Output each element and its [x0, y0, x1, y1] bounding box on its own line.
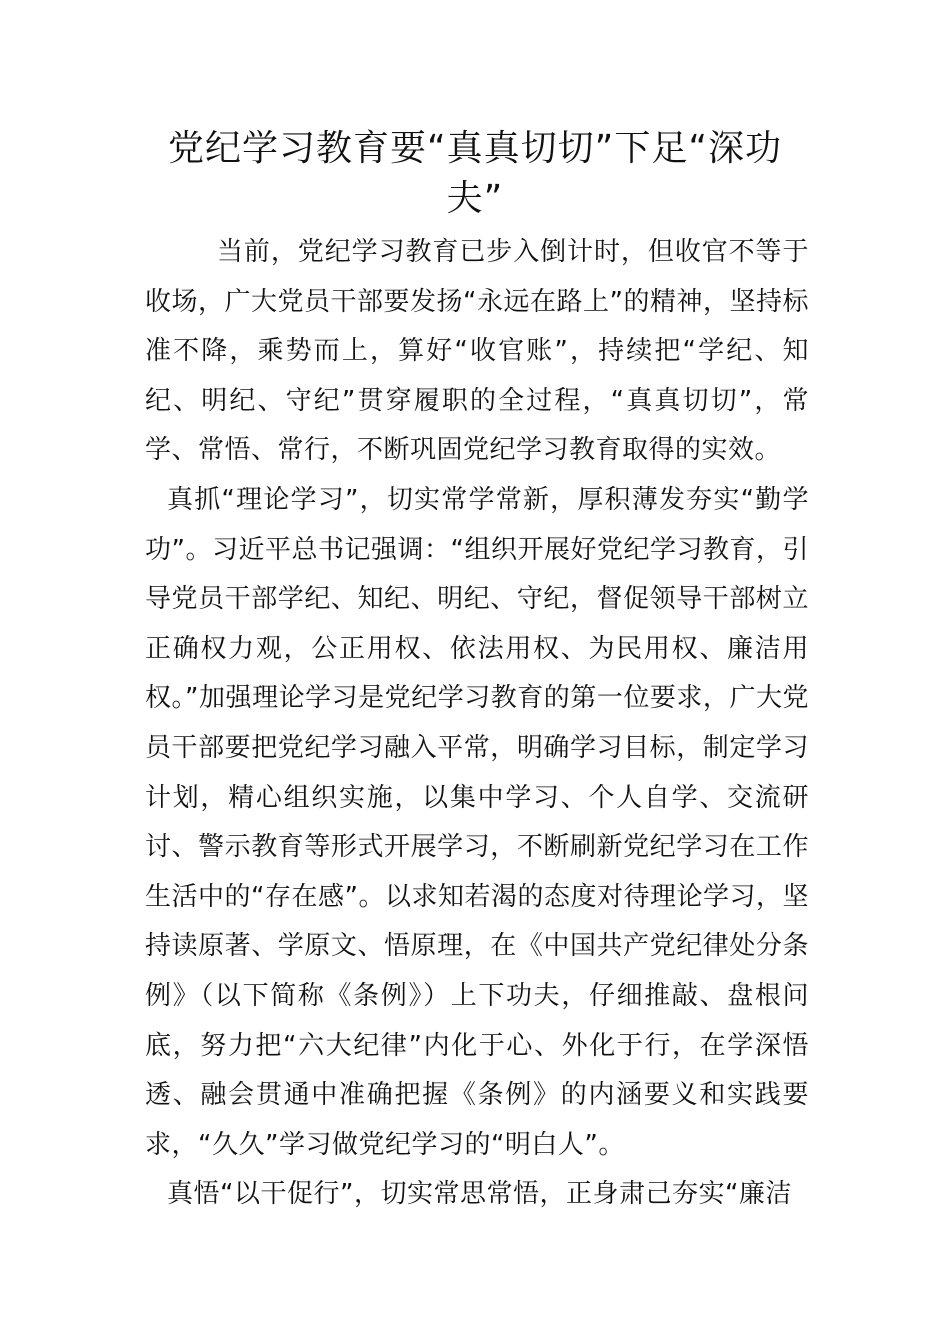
paragraph-practice: 真悟“以干促行”，切实常思常悟，正身肃己夯实“廉洁 — [167, 1179, 792, 1210]
paragraph-intro: 当前，党纪学习教育已步入倒计时，但收官不等于收场，广大党员干部要发扬“永远在路上”的精神，坚持标准不降，乘势而上，算好“收官账”，持续把“学纪、知纪、明纪、守纪”贯穿履职的全过程，“真真切切”，常学、常悟、常行，不断巩固党纪学习教育取得的实效。 — [145, 237, 809, 466]
document-title: 党纪学习教育要“真真切切”下足“深功夫” — [168, 128, 782, 219]
document-body — [145, 228, 809, 1220]
paragraph-theory-study: 真抓“理论学习”，切实常学常新，厚积薄发夯实“勤学功”。习近平总书记强调：“组织开展好党纪学习教育，引导党员干部学纪、知纪、明纪、守纪，督促领导干部树立正确权力观，公正用权、依法用权、为民用权、廉洁用权。”加强理论学习是党纪学习教育的第一位要求，广大党员干部要把党纪学习融入平常，明确学习目标，制定学习计划，精心组织实施，以集中学习、个人自学、交流研讨、警示教育等形式开展学习，不断刷新党纪学习在工作生活中的“存在感”。以求知若渴的态度对待理论学习，坚持读原著、学原文、悟原理，在《中国共产党纪律处分条例》（以下简称《条例》）上下功夫，仔细推敲、盘根问底，努力把“六大纪律”内化于心、外化于行，在学深悟透、融会贯通中准确把握《条例》的内涵要义和实践要求，“久久”学习做党纪学习的“明白人”。 — [145, 484, 809, 1160]
